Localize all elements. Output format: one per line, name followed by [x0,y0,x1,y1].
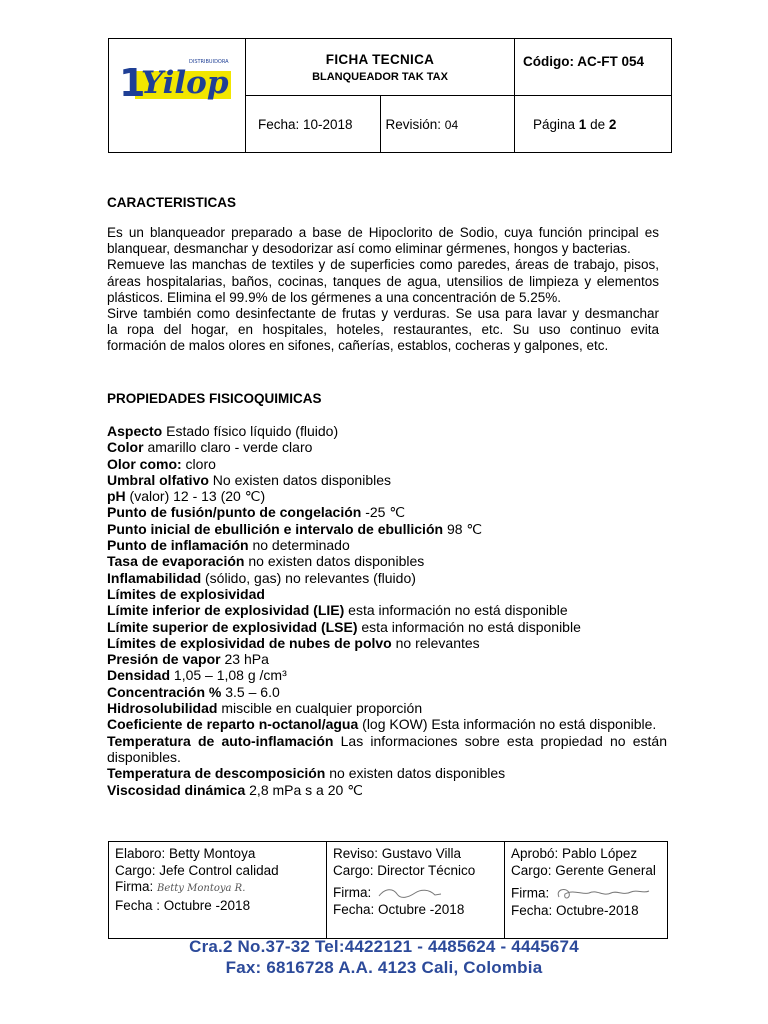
property-item [107,782,667,798]
footer-address-line2: Fax: 6816728 A.A. 4123 Cali, Colombia [225,958,543,977]
page-label: Página [533,116,579,132]
property-label: Umbral olfativo [107,471,209,488]
property-item [107,716,667,732]
property-label: Punto inicial de ebullición e intervalo de ebullición [107,520,444,537]
property-label: Límite inferior de explosividad (LIE) [107,602,345,619]
property-label: pH [107,488,126,505]
property-value: 1,05 – 1,08 g /cm³ [170,667,287,684]
characteristics-line: Sirve también como desinfectante de frutas y verduras. Se usa para lavar y desmanchar [107,306,659,322]
property-item [107,537,667,553]
property-label: Concentración % [107,683,222,700]
property-item [107,749,667,765]
property-item [107,472,667,488]
property-value: amarillo claro - verde claro [143,439,313,456]
property-label: Aspecto [107,423,163,439]
characteristics-line: áreas hospitalarias, baños, cocinas, tanques de agua, utensilios de limpieza y elementos [107,273,659,289]
property-label: Presión de vapor [107,651,221,668]
property-value: 3.5 – 6.0 [221,683,280,700]
property-label: Hidrosolubilidad [107,700,218,717]
aprobo-role: Cargo: Gerente General [511,862,656,878]
property-item [107,553,667,569]
signature-pablo [553,885,653,903]
property-item [107,635,667,651]
property-item [107,765,667,781]
property-value: esta información no está disponible [357,618,581,635]
property-label: Coeficiente de reparto n-octanol/agua [107,716,359,733]
characteristics-text [107,225,659,355]
property-item [107,570,667,586]
firma-label: Firma: [115,879,157,894]
characteristics-line: Remueve las manchas de textiles y de superficies como paredes, áreas de trabajo, pisos, [107,257,659,273]
property-item [107,488,667,504]
property-value: cloro [181,455,216,472]
aprobo-cell [505,842,668,939]
property-label: Punto de inflamación [107,537,249,554]
elaboro-cell [109,842,327,939]
revision-cell [380,96,515,153]
characteristics-line: blanquear, desmanchar y desodorizar así como eliminar gérmenes, hongos y bacterias. [107,241,631,257]
signature-betty: Betty Montoya R. [157,883,246,894]
date-cell [246,96,381,153]
property-value: esta información no está disponible [344,602,568,619]
property-item [107,619,667,635]
property-item [107,667,667,683]
firma-label: Firma: [333,885,375,900]
characteristics-line: plásticos. Elimina el 99.9% de los gérmenes a una concentración de 5.25%. [107,289,562,305]
reviso-firma [333,885,498,902]
property-item [107,423,667,439]
property-item [107,456,667,472]
title-cell [246,39,515,96]
property-value: Las informaciones sobre esta propiedad no están [333,732,667,749]
property-label: Punto de fusión/punto de congelación [107,504,362,521]
property-value: (sólido, gas) no relevantes (fluido) [201,569,416,586]
approvals-table [108,841,668,939]
elaboro-date: Fecha : Octubre -2018 [115,897,251,913]
aprobo-name: Aprobó: Pablo López [511,846,638,861]
property-label: Tasa de evaporación [107,553,245,570]
product-name: BLANQUEADOR TAK TAX [312,70,448,83]
property-value: no existen datos disponibles [325,765,506,782]
property-value: -25 ℃ [361,504,406,521]
property-label: Límites de explosividad de nubes de polvo [107,634,392,651]
property-value: 98 ℃ [443,520,483,537]
page-current: 1 [578,116,587,132]
revision-value: 04 [444,117,459,132]
property-value: (valor) 12 - 13 (20 ℃) [125,488,266,505]
document-code: Código: AC-FT 054 [523,54,644,69]
page-number [515,117,671,132]
property-label: Densidad [107,667,171,684]
reviso-date: Fecha: Octubre -2018 [333,901,465,917]
characteristics-line: formación de malos olores en sifones, cañerías, establos, cocheras y galpones, etc. [107,338,609,354]
properties-title: PROPIEDADES FISICOQUIMICAS [107,391,322,406]
elaboro-name: Elaboro: Betty Montoya [115,846,256,861]
properties-list [107,423,667,798]
property-label: Temperatura de auto-inflamación [107,732,334,749]
revision [381,117,515,132]
page-total: 2 [608,116,617,132]
property-item [107,439,667,455]
property-item [107,602,667,618]
header-table [108,38,672,153]
aprobo-firma [511,885,661,903]
property-item [107,651,667,667]
company-logo [119,55,237,125]
property-value: 2,8 mPa s a 20 ℃ [245,781,363,798]
document-date: Fecha: 10-2018 [258,116,353,132]
logo-tag: DISTRIBUIDORA [189,59,229,65]
property-value: no determinado [248,537,350,554]
property-item [107,700,667,716]
logo-number: 1 [119,61,146,105]
property-value: Estado físico líquido (fluido) [162,423,339,439]
property-label: Color [107,439,144,456]
property-value: no existen datos disponibles [244,553,425,570]
property-item [107,684,667,700]
property-value: miscible en cualquier proporción [217,700,423,717]
property-item [107,521,667,537]
characteristics-line: la ropa del hogar, en hospitales, hoteles, restaurantes, etc. Su uso continuo evita [107,322,659,338]
property-value: disponibles. [107,748,181,765]
property-label: Límites de explosividad [107,585,265,602]
page-of: de [586,116,609,132]
property-label: Temperatura de descomposición [107,765,326,782]
logo-cell [109,39,246,153]
firma-label: Firma: [511,885,553,901]
reviso-name: Reviso: Gustavo Villa [333,846,462,861]
reviso-cell [327,842,505,939]
revision-label: Revisión: [385,116,445,132]
property-label: Viscosidad dinámica [107,781,246,798]
reviso-role: Cargo: Director Técnico [333,862,476,878]
property-value: (log KOW) Esta información no está disponible. [358,716,657,733]
property-label: Olor como: [107,455,182,472]
characteristics-title: CARACTERISTICAS [107,195,237,210]
property-item [107,504,667,520]
property-item [107,733,667,749]
property-value: no relevantes [391,634,480,651]
document-title: FICHA TECNICA [325,51,435,67]
characteristics-line: Es un blanqueador preparado a base de Hipoclorito de Sodio, cuya función principal es [107,225,659,240]
signature-gustavo [375,885,445,901]
code-cell [515,39,672,96]
property-item [107,586,667,602]
property-label: Inflamabilidad [107,569,202,586]
logo-text: Yilop [141,65,229,101]
property-label: Límite superior de explosividad (LSE) [107,618,358,635]
page-cell [515,96,672,153]
property-value: No existen datos disponibles [208,471,392,488]
elaboro-firma [115,879,320,898]
footer-address-line1: Cra.2 No.37-32 Tel:4422121 - 4485624 - 4445674 [189,937,579,956]
property-value: 23 hPa [220,651,269,668]
elaboro-role: Cargo: Jefe Control calidad [115,862,279,878]
aprobo-date: Fecha: Octubre-2018 [511,903,639,918]
